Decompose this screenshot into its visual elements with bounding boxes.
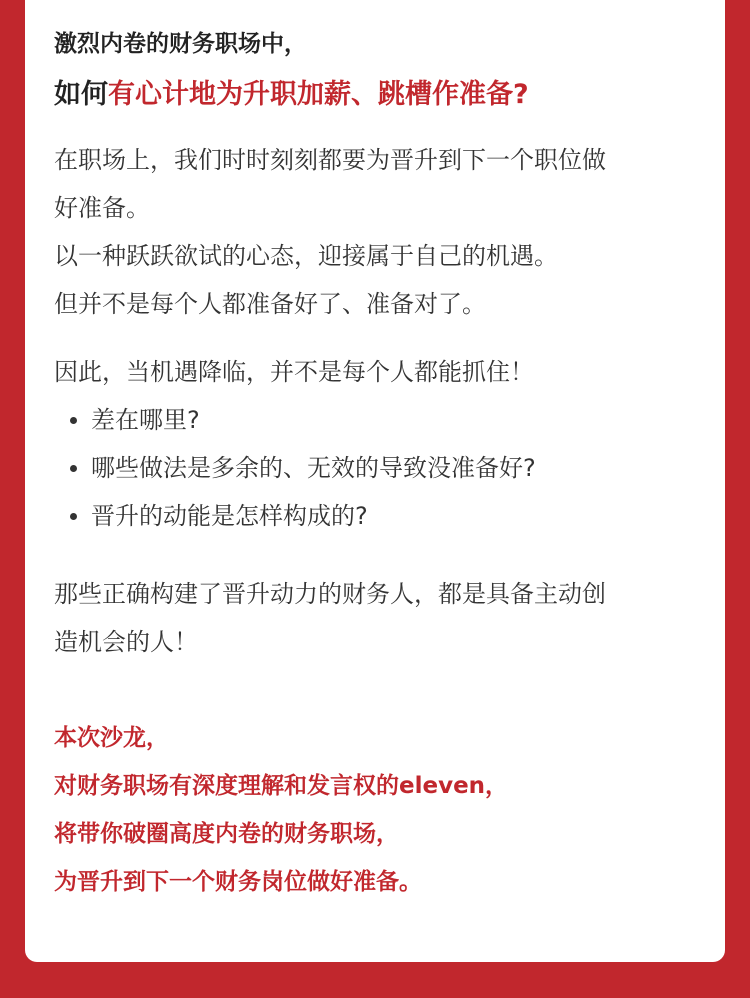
salon-line-1: 本次沙龙， [54,725,169,751]
salon-line-2: 对财务职场有深度理解和发言权的eleven， [54,773,509,799]
salon-line-4: 为晋升到下一个财务岗位做好准备。 [54,869,422,895]
headline-line-2 [54,75,529,115]
list-item [70,444,536,492]
question-lead-text: 因此，当机遇降临，并不是每个人都能抓住！ [54,358,534,386]
intro-paragraph [54,136,714,328]
intro-line-1: 在职场上，我们时时刻刻都要为晋升到下一个职位做 [54,146,606,174]
question-lead [54,348,714,396]
headline-accent: 有心计地为升职加薪、跳槽作准备? [108,79,529,110]
salon-line-3: 将带你破圈高度内卷的财务职场， [54,821,399,847]
conclusion-paragraph [54,570,714,666]
question-text: 晋升的动能是怎样构成的? [91,502,368,530]
intro-line-4: 但并不是每个人都准备好了、准备对了。 [54,290,486,318]
conclusion-line-1: 那些正确构建了晋升动力的财务人，都是具备主动创 [54,580,606,608]
headline-line-1: 激烈内卷的财务职场中， [54,31,307,57]
headline-prefix: 如何 [54,79,108,110]
list-item [70,492,536,540]
question-list [70,396,536,540]
bullet-icon [70,417,77,424]
conclusion-line-2: 造机会的人！ [54,628,198,656]
bullet-icon [70,465,77,472]
salon-highlight [54,714,714,906]
question-text: 哪些做法是多余的、无效的导致没准备好? [91,454,536,482]
bullet-icon [70,513,77,520]
intro-line-3: 以一种跃跃欲试的心态，迎接属于自己的机遇。 [54,242,558,270]
question-text: 差在哪里? [91,406,200,434]
intro-line-2: 好准备。 [54,194,150,222]
list-item [70,396,536,444]
